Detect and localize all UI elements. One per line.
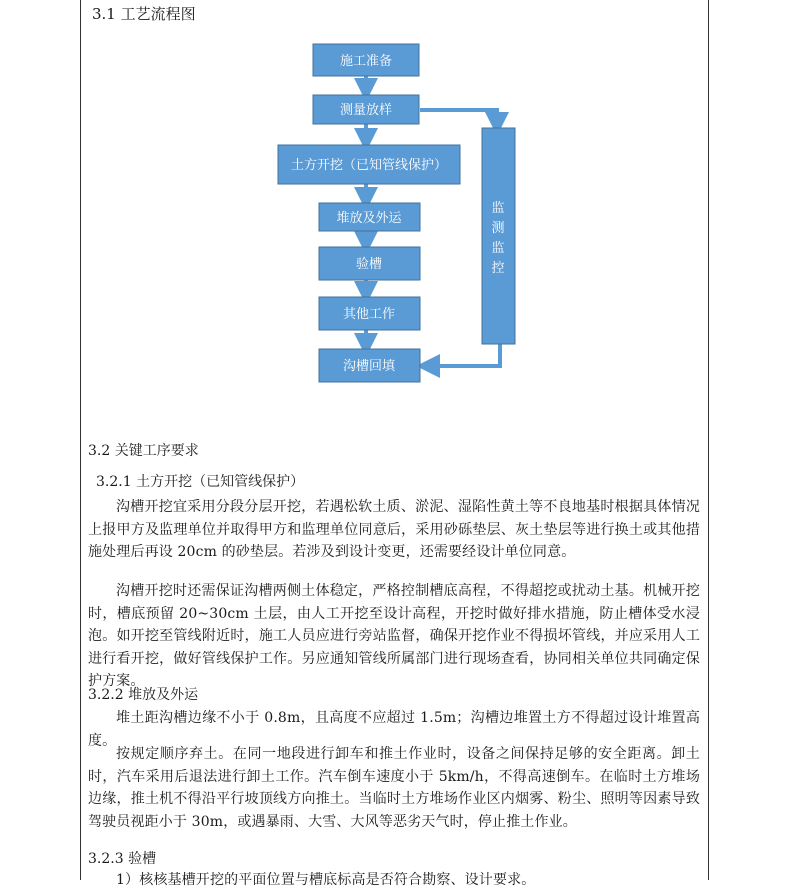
paragraph-stockpile-height: 堆土距沟槽边缘不小于 0.8m，且高度不应超过 1.5m；沟槽边堆置土方不得超过设计堆置高度。	[88, 710, 700, 749]
monitoring-control-box	[482, 128, 515, 344]
flow-arrow-to-monitor	[420, 110, 497, 124]
step-other-work	[319, 297, 420, 330]
paragraph-dumping-rules: 按规定顺序弃土。在同一地段进行卸车和推土作业时，设备之间保持足够的安全距离。卸土时，汽车采用后退法进行卸土工作。汽车倒车速度小于 5km/h，不得高速倒车。在临时土方堆场边缘，推土机不得沿平行坡顶线方向推土。当临时土方堆场作业区内烟雾、粉尘、照明等因素导致驾驶员视距小于 30m，或遇暴雨、大雪、大风等恶劣天气时，停止推土作业。	[88, 746, 700, 830]
step-label: 其他工作	[342, 307, 396, 322]
step-excavation	[278, 145, 460, 184]
section-3-2-1-heading: 3.2.1 土方开挖（已知管线保护）	[96, 474, 305, 490]
step-label: 验槽	[355, 257, 383, 272]
step-backfill	[319, 349, 420, 382]
section-3-2-2-heading: 3.2.2 堆放及外运	[88, 687, 199, 703]
step-label: 堆放及外运	[336, 211, 402, 226]
monitor-char: 测	[491, 221, 505, 236]
flow-arrow-from-monitor	[428, 344, 500, 366]
section-3-2-heading: 3.2 关键工序要求	[88, 443, 199, 459]
monitor-char: 监	[491, 241, 505, 256]
step-label: 沟槽回填	[342, 359, 396, 374]
step-label: 土方开挖（已知管线保护）	[290, 158, 448, 173]
section-3-2-3-heading: 3.2.3 验槽	[88, 851, 157, 867]
paragraph-excavation-stability: 沟槽开挖时还需保证沟槽两侧土体稳定，严格控制槽底高程，不得超挖或扰动土基。机械开挖时，槽底预留 20~30cm 土层，由人工开挖至设计高程，开挖时做好排水措施，防止槽体受水浸泡。如开挖至管线附近时，施工人员应进行旁站监督，确保开挖作业不得损坏管线，并应采用人工进行看开挖，做好管线保护工作。另应通知管线所属部门进行现场查看，协同相关单位共同确定保护方案。	[88, 583, 700, 689]
paragraph-excavation-method: 沟槽开挖宜采用分段分层开挖，若遇松软土质、淤泥、湿陷性黄土等不良地基时根据具体情况上报甲方及监理单位并取得甲方和监理单位同意后，采用砂砾垫层、灰土垫层等进行换土或其他措施处理后再设 20cm 的砂垫层。若涉及到设计变更，还需要经设计单位同意。	[88, 499, 700, 560]
step-label: 施工准备	[339, 54, 393, 69]
step-stockpile-haul	[319, 203, 420, 231]
monitor-char: 监	[491, 201, 505, 216]
step-construction-prep	[313, 44, 419, 76]
process-flowchart	[0, 0, 794, 400]
step-trench-inspection	[319, 247, 420, 280]
paragraph-inspection-item-1: 1）核核基槽开挖的平面位置与槽底标高是否符合勘察、设计要求。	[116, 872, 536, 888]
step-label: 测量放样	[339, 103, 393, 118]
section-3-1-heading: 3.1 工艺流程图	[92, 5, 196, 23]
step-survey-layout	[313, 95, 419, 124]
monitor-char: 控	[491, 261, 505, 276]
